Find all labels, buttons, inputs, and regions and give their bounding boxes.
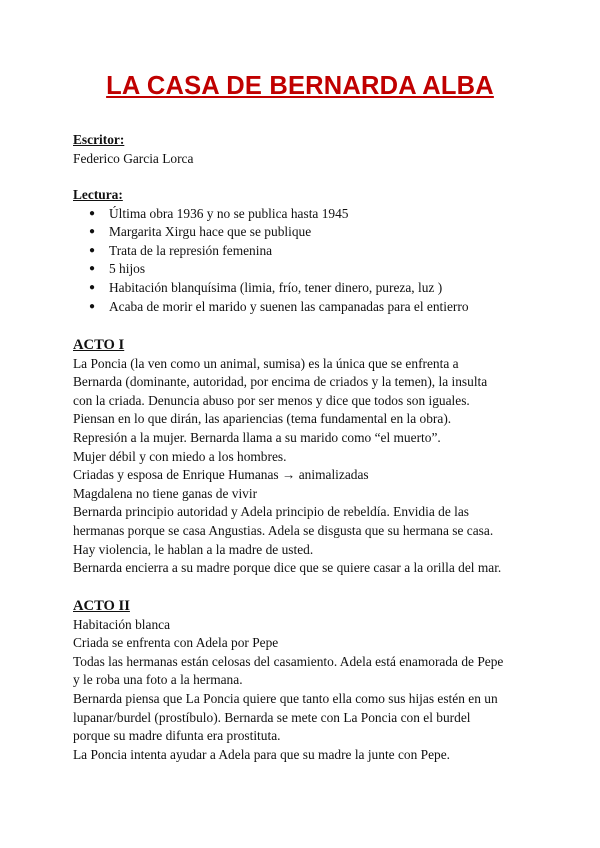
list-item: ● Acaba de morir el marido y suenen las campanadas para el entierro: [73, 298, 543, 317]
acto2-section: [73, 597, 543, 764]
list-item: ● Habitación blanquísima (limia, frío, tener dinero, pureza, luz ): [73, 279, 543, 298]
paragraph-line: Bernarda piensa que La Poncia quiere que tanto ella como sus hijas estén en un: [73, 690, 498, 706]
paragraph-line: Mujer débil y con miedo a los hombres.: [73, 448, 287, 464]
paragraph-line: Todas las hermanas están celosas del casamiento. Adela está enamorada de Pepe: [73, 653, 504, 669]
list-item: ● Trata de la represión femenina: [73, 242, 543, 261]
list-item: ● 5 hijos: [73, 260, 543, 279]
paragraph-line: Represión a la mujer. Bernarda llama a su marido como “el muerto”.: [73, 429, 441, 445]
paragraph-line: hermanas porque se casa Angustias. Adela se disgusta que su hermana se casa.: [73, 522, 494, 538]
paragraph-line: Criadas y esposa de Enrique Humanas → animalizadas: [73, 467, 369, 483]
paragraph-line: Magdalena no tiene ganas de vivir: [73, 485, 258, 501]
lectura-heading: Lectura:: [73, 187, 123, 202]
bullet-icon: ●: [89, 226, 96, 238]
escritor-name: Federico Garcia Lorca: [73, 150, 194, 166]
paragraph-line: La Poncia (la ven como un animal, sumisa) es la única que se enfrenta a: [73, 355, 459, 371]
list-item: ● Margarita Xirgu hace que se publique: [73, 223, 543, 242]
paragraph-line: con la criada. Denuncia abuso por ser menos y dice que todos son iguales.: [73, 392, 470, 408]
list-item: ● Última obra 1936 y no se publica hasta 1945: [73, 205, 543, 224]
paragraph-line: y le roba una foto a la hermana.: [73, 672, 243, 688]
paragraph-line: porque su madre difunta era prostituta.: [73, 728, 281, 744]
paragraph-line: La Poncia intenta ayudar a Adela para que su madre la junte con Pepe.: [73, 746, 451, 762]
paragraph-line: Piensan en lo que dirán, las apariencias (tema fundamental en la obra).: [73, 411, 452, 427]
paragraph-line: Habitación blanca: [73, 616, 171, 632]
bullet-icon: ●: [89, 207, 96, 219]
paragraph-line: Criada se enfrenta con Adela por Pepe: [73, 635, 279, 651]
escritor-heading: Escritor:: [73, 132, 125, 147]
paragraph-line: lupanar/burdel (prostíbulo). Bernarda se mete con La Poncia con el burdel: [73, 709, 471, 725]
bullet-icon: ●: [89, 244, 96, 256]
bullet-icon: ●: [89, 263, 96, 275]
bullet-icon: ●: [89, 300, 96, 312]
acto1-section: [73, 336, 543, 578]
paragraph-line: Bernarda principio autoridad y Adela principio de rebeldía. Envidia de las: [73, 504, 470, 520]
lectura-section: [73, 186, 543, 316]
acto1-heading: ACTO I: [73, 337, 125, 353]
escritor-section: [73, 131, 543, 168]
paragraph-line: Bernarda encierra a su madre porque dice que se quiere casar a la orilla del mar.: [73, 560, 502, 576]
lectura-list: [73, 205, 543, 317]
document-title: LA CASA DE BERNARDA ALBA: [106, 72, 494, 100]
acto2-heading: ACTO II: [73, 598, 130, 614]
paragraph-line: Hay violencia, le hablan a la madre de usted.: [73, 541, 314, 557]
bullet-icon: ●: [89, 281, 96, 293]
paragraph-line: Bernarda (dominante, autoridad, por encima de criados y la temen), la insulta: [73, 374, 488, 390]
